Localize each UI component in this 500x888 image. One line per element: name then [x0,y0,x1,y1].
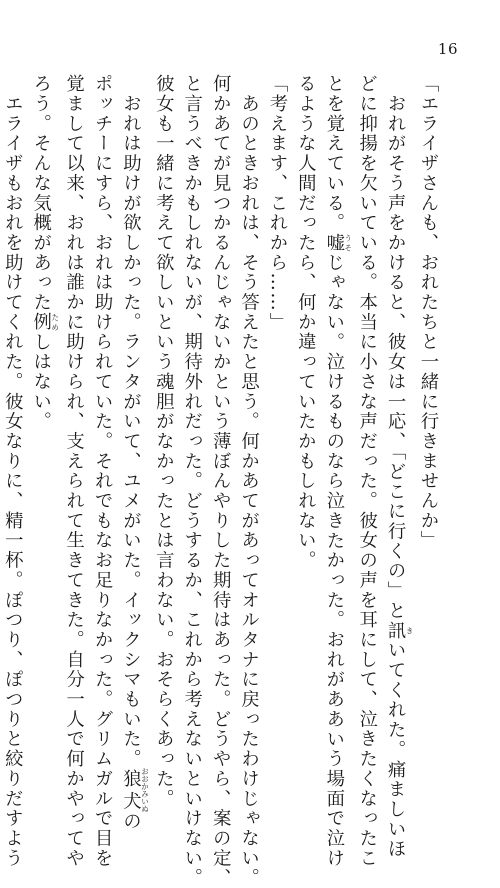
text-segment: と言うべきかもしれないが、期待外れだった。どうするか、これから考えないといけない。 [181,74,203,888]
ruby-annotation [120,767,150,813]
text-line [177,74,205,888]
text-segment: 覚まして以来、おれは誰かに助けられ、支えられて生きてきた。自分一人で何かやってや [63,74,85,868]
ruby-base: 訊 [385,620,407,641]
text-line [116,74,150,831]
ruby-reading: ため [50,312,60,333]
text-line [319,74,353,869]
ruby-base: 例 [30,312,52,333]
text-line [149,74,177,809]
ruby-annotation [323,232,353,253]
text-segment: どに抑揚を欠いている。本当に小さな声だった。彼女の声を耳にして、泣きたくなったこ [356,74,378,868]
text-line [88,74,116,868]
ruby-reading: うそ [343,232,353,253]
text-segment: 何かあてが見つかるんじゃないかという薄ぼんやりした期待はあった。どうやら、案の定、 [210,74,232,888]
ruby-reading: おおかみいぬ [140,767,150,813]
text-line [0,74,26,868]
text-line [291,74,319,654]
text-segment: 「エライザさんも、おれたちと一緒に行きませんか」 [418,74,439,551]
ruby-base: 嘘 [323,232,345,253]
text-segment: るような人間だったら、何か違っていたかもしれない。 [295,74,317,571]
text-segment: 彼女も一緒に考えて欲しいという魂胆がなかったとは言わない。おそらくあった。 [153,74,175,809]
text-segment: 「考えます、これから……」 [266,74,288,333]
text-line [263,74,291,654]
text-segment: じゃない。泣けるものなら泣きたかった。おれがああいう場面で泣け [323,252,345,869]
text-segment: あのときおれは、そう答えたと思う。何かあてがあってオルタナに戻ったわけじゃない。 [238,74,260,888]
text-segment: エライザもおれを助けてくれた。彼女なりに、精一杯。ぽつり、ぽつりと絞りだすよう [2,74,24,868]
text-line [352,74,380,868]
text-segment: いてくれた。痛ましいほ [385,640,407,859]
ruby-annotation [385,620,415,641]
body-text [0,74,442,888]
text-segment: おれがそう声をかけると、彼女は一応、「どこに行くの」と [385,74,407,621]
text-segment: の [120,811,142,831]
text-line [234,74,262,888]
text-line [381,74,415,859]
text-line [206,74,234,888]
ruby-base: 狼犬 [120,767,142,813]
text-segment: ろう。そんな気概があった [30,74,52,313]
page-number: 16 [437,40,458,58]
text-segment: おれは助けが欲しかった。ランタがいて、ユメがいた。イックシマもいた。 [120,74,142,769]
text-line [414,74,442,654]
text-line [59,74,87,868]
text-segment: とを覚えている。 [323,74,345,233]
ruby-annotation [30,312,60,333]
text-segment: しはない。 [30,332,52,432]
text-segment: ポッチーにすら、おれは助けられていた。それでもなお足りなかった。グリムガルで目を [92,74,114,868]
ruby-reading: き [405,620,415,641]
text-line [26,74,59,654]
